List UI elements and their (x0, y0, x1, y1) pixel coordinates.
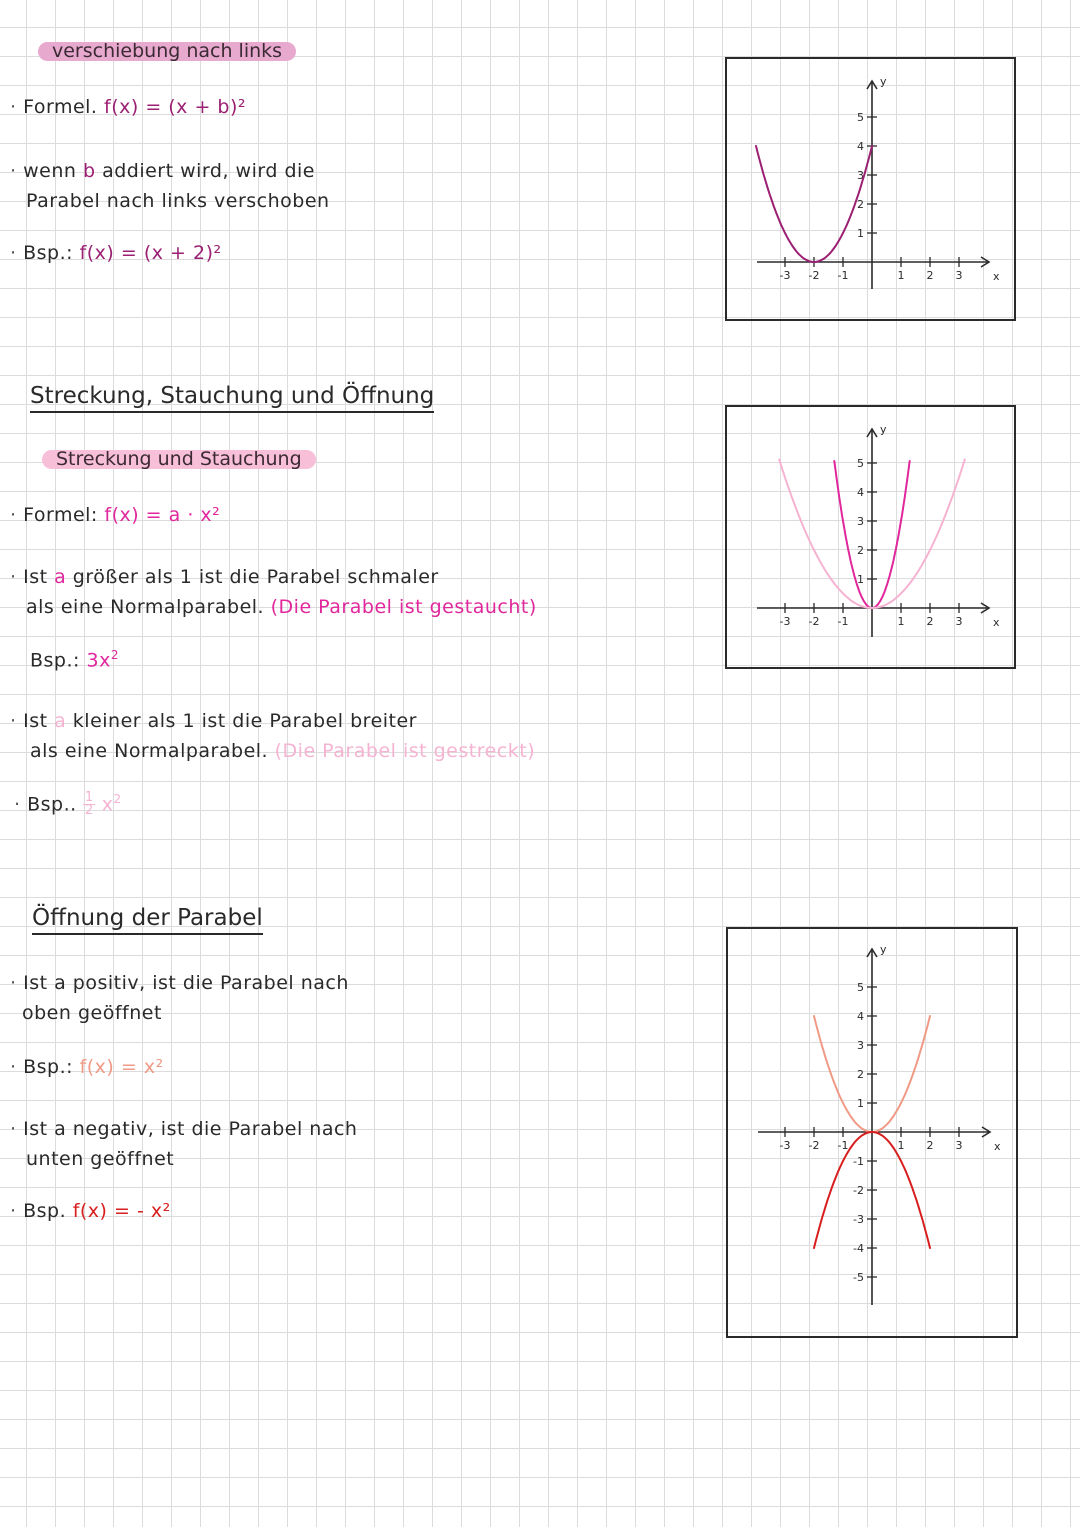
rule-narrow: · Ist a größer als 1 ist die Parabel schmaler als eine Normalparabel. (Die Parabel ist gestaucht) (10, 566, 537, 618)
y-tick-label: 3 (857, 169, 864, 182)
bullet: · (10, 972, 17, 994)
bsp-positive: · Bsp.: f(x) = x² (10, 1056, 164, 1078)
y-tick-label: 2 (857, 1068, 864, 1081)
graph-svg (727, 59, 1014, 319)
y-tick-label: 5 (857, 457, 864, 470)
y-tick-label: -5 (853, 1271, 864, 1284)
y-tick-label: 1 (857, 1097, 864, 1110)
y-tick-label: 4 (857, 1010, 864, 1023)
bullet: · (10, 160, 17, 182)
y-tick-label: 3 (857, 1039, 864, 1052)
bullet: · (14, 793, 21, 816)
graph-oeffnung (726, 927, 1018, 1338)
x-tick-label: -3 (779, 1139, 791, 1152)
x-tick-label: -1 (837, 269, 849, 282)
x-tick-label: -2 (808, 269, 820, 282)
y-tick-label: -3 (853, 1213, 864, 1226)
y-tick-label: -1 (853, 1155, 864, 1168)
y-tick-label: 5 (857, 111, 864, 124)
x-tick-label: -2 (808, 1139, 820, 1152)
rule-negative: · Ist a negativ, ist die Parabel nach unten geöffnet (10, 1118, 358, 1170)
y-tick-label: 3 (857, 515, 864, 528)
fraction: $\frac{1}{2}$ (84, 790, 94, 819)
y-tick-label: 1 (857, 573, 864, 586)
graph-shift-left (725, 57, 1016, 321)
y-tick-label: 1 (857, 227, 864, 240)
x-tick-label: -3 (779, 269, 791, 282)
y-tick-label: -4 (853, 1242, 864, 1255)
x-tick-label: 1 (897, 269, 905, 282)
y-tick-label: 4 (857, 486, 864, 499)
y-axis-label: y (880, 423, 887, 436)
highlight-streckung: Streckung und Stauchung (42, 450, 316, 469)
y-tick-label: 2 (857, 544, 864, 557)
x-axis-label: x (993, 616, 1000, 629)
y-tick-label: 5 (857, 981, 864, 994)
x-tick-label: 1 (897, 1139, 905, 1152)
x-axis-label: x (993, 270, 1000, 283)
x-tick-label: 2 (926, 1139, 934, 1152)
bullet: · (10, 1118, 17, 1140)
heading-streckung: Streckung, Stauchung und Öffnung (30, 383, 434, 413)
y-tick-label: 4 (857, 140, 864, 153)
rule-positive: · Ist a positiv, ist die Parabel nach oben geöffnet (10, 972, 349, 1024)
x-tick-label: 3 (955, 1139, 963, 1152)
bsp-narrow: Bsp.: $3x^2$ (30, 648, 119, 672)
bullet: · (10, 1200, 17, 1222)
y-axis-label: y (880, 943, 887, 956)
x-tick-label: 2 (926, 615, 934, 628)
x-tick-label: 3 (955, 615, 963, 628)
x-tick-label: -1 (837, 615, 849, 628)
graph-svg (728, 929, 1016, 1336)
y-axis-label: y (880, 75, 887, 88)
heading-oeffnung: Öffnung der Parabel (32, 905, 263, 935)
bullet: · (10, 710, 17, 732)
bullet: · (10, 504, 17, 526)
bsp-negative: · Bsp. f(x) = - x² (10, 1200, 171, 1222)
x-axis-label: x (994, 1140, 1001, 1153)
rule-wide: · Ist a kleiner als 1 ist die Parabel breiter als eine Normalparabel. (Die Parabel ist gestreckt) (10, 710, 536, 762)
bullet: · (10, 242, 17, 264)
rule-shift-left: · wenn b addiert wird, wird die Parabel nach links verschoben (10, 160, 330, 212)
formula: f(x) = (x + b)² (104, 96, 247, 118)
bullet: · (10, 96, 17, 118)
formel-line-1: · Formel. f(x) = (x + b)² (10, 96, 247, 118)
x-tick-label: -1 (837, 1139, 849, 1152)
bsp-shift: · Bsp.: f(x) = (x + 2)² (10, 242, 222, 264)
highlight-verschiebung: verschiebung nach links (38, 42, 296, 61)
parabola-curve (756, 146, 872, 262)
x-tick-label: -3 (779, 615, 791, 628)
y-tick-label: -2 (853, 1184, 864, 1197)
bullet: · (10, 1056, 17, 1078)
graph-streckung (725, 405, 1016, 669)
y-tick-label: 2 (857, 198, 864, 211)
x-tick-label: 1 (897, 615, 905, 628)
x-tick-label: -2 (808, 615, 820, 628)
x-tick-label: 3 (955, 269, 963, 282)
formula: f(x) = a · x² (104, 504, 221, 526)
formel-line-2: · Formel: f(x) = a · x² (10, 504, 221, 526)
bsp-wide: · Bsp.. $\frac{1}{2}$ $x^2$ (14, 790, 122, 819)
graph-svg (727, 407, 1014, 667)
bullet: · (10, 566, 17, 588)
x-tick-label: 2 (926, 269, 934, 282)
